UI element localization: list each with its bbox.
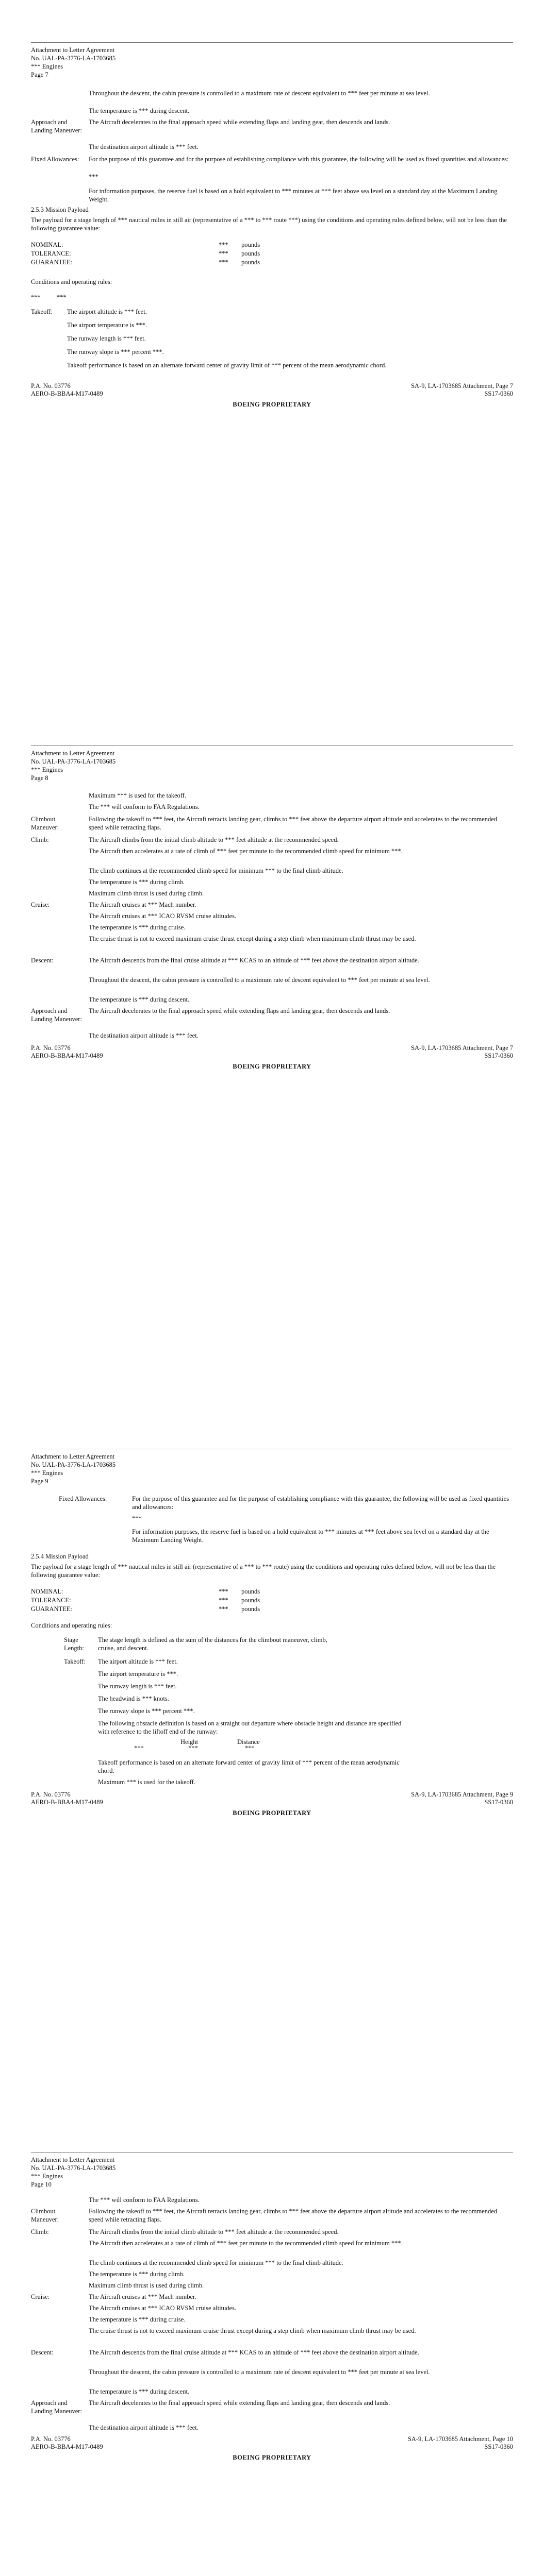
page-number: Page 7 (31, 71, 48, 78)
document-page-9 (0, 1406, 544, 2110)
paragraph: The headwind is *** knots. (98, 1695, 169, 1702)
paragraph: The climb continues at the recommended climb speed for minimum *** to the final climb altitude. (89, 867, 343, 874)
page-number: Page 10 (31, 2181, 52, 2188)
paragraph: Takeoff performance is based on an alternate forward center of gravity limit of *** percent of the mean aerodynamic chord. (67, 362, 387, 369)
proprietary-label: BOEING PROPRIETARY (233, 401, 311, 408)
table-row (31, 250, 340, 258)
paragraph: The Aircraft descends from the final cruise altitude at *** KCAS to an altitude of *** feet above the destination airport altitude. (89, 2349, 419, 2356)
top-rule (31, 745, 513, 746)
page-header (31, 2156, 116, 2189)
table-row (31, 1597, 340, 1605)
row-label: TOLERANCE: (31, 250, 71, 257)
unit: pounds (241, 1588, 260, 1595)
table-row (31, 259, 340, 267)
paragraph: Conditions and operating rules: (31, 278, 112, 285)
page-number: Page 9 (31, 1478, 48, 1485)
paragraph: The Aircraft cruises at *** Mach number. (89, 901, 196, 908)
paragraph: Throughout the descent, the cabin pressure is controlled to a maximum rate of descent equivalent to *** feet per minute at sea level. (89, 2368, 430, 2376)
paragraph: The Aircraft cruises at *** Mach number. (89, 2293, 196, 2300)
paragraph: Throughout the descent, the cabin pressure is controlled to a maximum rate of descent equivalent to *** feet per minute at sea level. (89, 90, 430, 97)
header-line: Attachment to Letter Agreement (31, 2156, 115, 2163)
section-label: Approach and Landing Maneuver: (31, 118, 82, 134)
section-label: Descent: (31, 957, 54, 964)
section-label: Climbout Maneuver: (31, 816, 59, 831)
unit: pounds (241, 259, 260, 266)
unit: pounds (241, 1605, 260, 1613)
section-label: Cruise: (31, 901, 50, 908)
section-label: Cruise: (31, 2293, 50, 2300)
paragraph: Maximum climb thrust is used during climb. (89, 2282, 204, 2289)
row-label: NOMINAL: (31, 1588, 63, 1595)
row-label: GUARANTEE: (31, 259, 72, 266)
paragraph: The Aircraft decelerates to the final approach speed while extending flaps and landing gear, then descends and lands. (89, 1007, 390, 1014)
column-header: Distance (237, 1738, 260, 1745)
footer-aero: AERO-B-BBA4-M17-0489 (31, 2443, 103, 2450)
footer-code: SS17-0360 (484, 1799, 513, 1806)
footer-pa: P.A. No. 03776 (31, 2435, 71, 2443)
document-page-10 (0, 2110, 544, 2576)
proprietary-label: BOEING PROPRIETARY (233, 1063, 311, 1070)
page-header (31, 750, 116, 783)
section-label: Approach and Landing Maneuver: (31, 2399, 82, 2415)
footer-aero: AERO-B-BBA4-M17-0489 (31, 390, 103, 397)
page-header (31, 46, 116, 79)
paragraph: The runway length is *** feet. (67, 335, 146, 342)
paragraph: The Aircraft decelerates to the final approach speed while extending flaps and landing gear, then descends and lands. (89, 2399, 390, 2406)
row-label: TOLERANCE: (31, 1597, 71, 1604)
paragraph: The temperature is *** during descent. (89, 996, 190, 1003)
section-label: Descent: (31, 2349, 54, 2356)
header-line: *** Engines (31, 766, 63, 773)
paragraph: The temperature is *** during climb. (89, 2270, 185, 2278)
paragraph: Takeoff performance is based on an alternate forward center of gravity limit of *** percent of the mean aerodynamic chord. (98, 1759, 400, 1774)
row-label: NOMINAL: (31, 241, 63, 248)
footer-pa: P.A. No. 03776 (31, 1044, 71, 1052)
footer-sa: SA-9, LA-1703685 Attachment, Page 9 (411, 1791, 513, 1798)
paragraph: The temperature is *** during descent. (89, 107, 190, 114)
redacted-value: *** (188, 1744, 198, 1752)
proprietary-label: BOEING PROPRIETARY (233, 2454, 311, 2461)
paragraph: The *** will conform to FAA Regulations. (89, 803, 200, 810)
footer-code: SS17-0360 (484, 390, 513, 397)
paragraph: Throughout the descent, the cabin pressure is controlled to a maximum rate of descent equivalent to *** feet per minute at sea level. (89, 976, 430, 984)
header-line: *** Engines (31, 1469, 63, 1477)
obstacle-table (98, 1738, 387, 1756)
footer-code: SS17-0360 (484, 1052, 513, 1059)
paragraph: The Aircraft cruises at *** ICAO RVSM cruise altitudes. (89, 912, 237, 920)
table-row (31, 241, 340, 249)
paragraph: The temperature is *** during cruise. (89, 924, 186, 931)
paragraph: Maximum *** is used for the takeoff. (89, 792, 186, 799)
unit: pounds (241, 1597, 260, 1604)
header-line: No. UAL-PA-3776-LA-1703685 (31, 1461, 116, 1468)
paragraph: The Aircraft decelerates to the final approach speed while extending flaps and landing gear, then descends and lands. (89, 118, 390, 126)
header-line: *** Engines (31, 2173, 63, 2180)
section-label: Climbout Maneuver: (31, 2208, 59, 2223)
paragraph: For the purpose of this guarantee and for the purpose of establishing compliance with this guarantee, the following will be used as fixed quantities and allowances: (89, 156, 509, 163)
section-label: Takeoff: (31, 308, 53, 315)
header-line: No. UAL-PA-3776-LA-1703685 (31, 55, 116, 62)
redacted-value: *** (219, 259, 228, 266)
document-page-7 (0, 0, 544, 703)
unit: pounds (241, 241, 260, 248)
redacted-value: *** (134, 1744, 144, 1752)
section-heading: 2.5.4 Mission Payload (31, 1553, 89, 1560)
paragraph: For information purposes, the reserve fuel is based on a hold equivalent to *** minutes at *** feet above sea level on a standard day at the Maximum Landing Weight. (132, 1528, 489, 1544)
section-label: Climb: (31, 2228, 49, 2235)
paragraph: The temperature is *** during climb. (89, 878, 185, 886)
header-line: Attachment to Letter Agreement (31, 46, 115, 54)
paragraph: The airport temperature is ***. (67, 321, 147, 329)
paragraph: The *** will conform to FAA Regulations. (89, 2196, 200, 2204)
footer-aero: AERO-B-BBA4-M17-0489 (31, 1052, 103, 1059)
footer-sa: SA-9, LA-1703685 Attachment, Page 7 (411, 382, 513, 389)
paragraph: The airport altitude is *** feet. (98, 1658, 178, 1665)
section-label: Climb: (31, 836, 49, 843)
section-label: Takeoff: (64, 1658, 86, 1665)
document-page-8 (0, 703, 544, 1406)
footer-sa: SA-9, LA-1703685 Attachment, Page 7 (411, 1044, 513, 1052)
redacted-text: *** (89, 173, 98, 180)
paragraph: The cruise thrust is not to exceed maximum cruise thrust except during a step climb when maximum climb thrust may be used. (89, 2327, 416, 2334)
footer-pa: P.A. No. 03776 (31, 382, 71, 389)
paragraph: The runway length is *** feet. (98, 1683, 177, 1690)
redacted-value: *** (219, 1597, 228, 1604)
paragraph: The temperature is *** during cruise. (89, 2316, 186, 2323)
redacted-value: *** (245, 1744, 255, 1752)
top-rule (31, 42, 513, 43)
unit: pounds (241, 250, 260, 257)
paragraph: Following the takeoff to *** feet, the Aircraft retracts landing gear, climbs to *** feet above the departure airport altitude and accelerates to the recommended speed while retracting flaps. (89, 816, 498, 831)
page-header (31, 1453, 116, 1486)
footer-code: SS17-0360 (484, 2443, 513, 2450)
section-label: Stage Length: (64, 1636, 84, 1652)
paragraph: The payload for a stage length of *** nautical miles in still air (representative of a *** to *** route) using the conditions and operating rules defined below, will not be less than the following guarantee value: (31, 1563, 496, 1579)
redacted-text: *** (31, 294, 41, 301)
table-row (31, 1588, 340, 1596)
guarantee-table (31, 1588, 340, 1616)
paragraph: The stage length is defined as the sum of the distances for the climbout maneuver, climb, cruise, and descent. (98, 1636, 327, 1652)
paragraph: The runway slope is *** percent ***. (67, 348, 164, 355)
paragraph: The destination airport altitude is *** feet. (89, 2424, 199, 2431)
guarantee-table (31, 241, 340, 272)
footer-aero: AERO-B-BBA4-M17-0489 (31, 1799, 103, 1806)
paragraph: Maximum *** is used for the takeoff. (98, 1778, 195, 1786)
proprietary-label: BOEING PROPRIETARY (233, 1809, 311, 1817)
top-rule (31, 2152, 513, 2153)
redacted-value: *** (219, 1588, 228, 1595)
paragraph: The climb continues at the recommended climb speed for minimum *** to the final climb altitude. (89, 2259, 343, 2266)
paragraph: The airport altitude is *** feet. (67, 308, 147, 315)
paragraph: The payload for a stage length of *** nautical miles in still air (representative of a *** to *** route ***) using the conditions and operating rules defined below, will not be less than the following guarantee value: (31, 216, 507, 232)
redacted-value: *** (219, 241, 228, 248)
paragraph: The destination airport altitude is *** feet. (89, 143, 199, 150)
paragraph: The destination airport altitude is *** feet. (89, 1032, 199, 1039)
section-label: Fixed Allowances: (31, 156, 79, 163)
column-header: Height (180, 1738, 199, 1745)
paragraph: The temperature is *** during descent. (89, 2388, 190, 2395)
redacted-text: *** (57, 294, 67, 301)
paragraph: The Aircraft climbs from the initial climb altitude to *** feet altitude at the recommended speed. (89, 836, 339, 843)
section-label: Approach and Landing Maneuver: (31, 1007, 82, 1023)
paragraph: The Aircraft descends from the final cruise altitude at *** KCAS to an altitude of *** feet above the destination airport altitude. (89, 957, 419, 964)
header-line: Attachment to Letter Agreement (31, 750, 115, 757)
paragraph: The following obstacle definition is based on a straight out departure where obstacle height and distance are specified with reference to the liftoff end of the runway: (98, 1720, 402, 1735)
paragraph: For the purpose of this guarantee and for the purpose of establishing compliance with this guarantee, the following will be used as fixed quantities and allowances: (132, 1495, 509, 1511)
redacted-value: *** (219, 1605, 228, 1613)
paragraph: Maximum climb thrust is used during climb. (89, 890, 204, 897)
header-line: No. UAL-PA-3776-LA-1703685 (31, 758, 116, 765)
paragraph: For information purposes, the reserve fuel is based on a hold equivalent to *** minutes at *** feet above sea level on a standard day at the Maximum Landing Weight. (89, 188, 498, 203)
page-number: Page 8 (31, 774, 48, 782)
section-heading: 2.5.3 Mission Payload (31, 206, 89, 213)
header-line: Attachment to Letter Agreement (31, 1453, 115, 1460)
footer-sa: SA-9, LA-1703685 Attachment, Page 10 (407, 2435, 513, 2443)
footer-pa: P.A. No. 03776 (31, 1791, 71, 1798)
paragraph: The Aircraft then accelerates at a rate of climb of *** feet per minute to the recommended climb speed for minimum ***. (89, 848, 403, 855)
paragraph: The cruise thrust is not to exceed maximum cruise thrust except during a step climb when maximum climb thrust may be used. (89, 935, 416, 942)
header-line: *** Engines (31, 63, 63, 70)
paragraph: Conditions and operating rules: (31, 1622, 112, 1629)
table-row (31, 1605, 340, 1614)
row-label: GUARANTEE: (31, 1605, 72, 1613)
paragraph: The airport temperature is ***. (98, 1670, 178, 1677)
redacted-text: *** (132, 1515, 142, 1522)
paragraph: The Aircraft cruises at *** ICAO RVSM cruise altitudes. (89, 2304, 237, 2312)
paragraph: The Aircraft then accelerates at a rate of climb of *** feet per minute to the recommended climb speed for minimum ***. (89, 2240, 403, 2247)
redacted-value: *** (219, 250, 228, 257)
paragraph: The runway slope is *** percent ***. (98, 1707, 195, 1715)
section-label: Fixed Allowances: (59, 1495, 107, 1502)
paragraph: Following the takeoff to *** feet, the Aircraft retracts landing gear, climbs to *** feet above the departure airport altitude and accelerates to the recommended speed while retracting flaps. (89, 2208, 498, 2223)
header-line: No. UAL-PA-3776-LA-1703685 (31, 2164, 116, 2172)
paragraph: The Aircraft climbs from the initial climb altitude to *** feet altitude at the recommended speed. (89, 2228, 339, 2235)
